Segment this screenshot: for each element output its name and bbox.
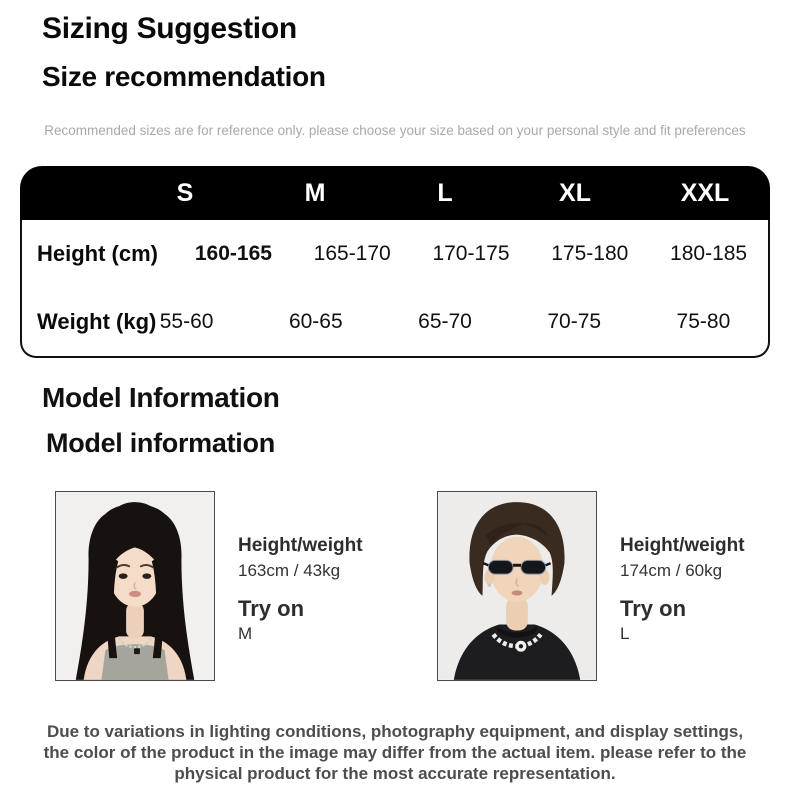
weight-value-xxl: 75-80 [676,310,731,333]
size-table-header-row [20,166,770,220]
male-model-illustration [438,492,596,680]
size-table [20,166,770,358]
size-note-text: Recommended sizes are for reference only. please choose your size based on your personal style and fit preferences [44,123,746,138]
male-model-info [597,491,745,681]
height-weight-label: Height/weight [238,535,363,556]
try-on-label: Try on [238,596,305,621]
female-model-info [215,491,363,681]
sizing-suggestion-title: Sizing Suggestion [42,12,297,45]
size-column-s: S [176,178,194,207]
height-weight-label: Height/weight [620,535,745,556]
size-table-body [20,220,770,358]
table-row-weight [22,288,768,356]
try-on-label: Try on [620,596,687,621]
female-model-card [55,491,395,681]
model-information-title: Model Information [42,382,280,413]
weight-value-s: 55-60 [159,310,214,333]
height-row-label: Height (cm) [37,241,158,266]
disclaimer-line-1: Due to variations in lighting conditions, photography equipment, and display settings, [46,722,744,741]
height-value-m: 165-170 [313,242,391,265]
male-model-card [437,491,777,681]
male-height-weight-value: 174cm / 60kg [620,561,723,580]
disclaimer-line-3: physical product for the most accurate representation. [174,764,616,783]
height-value-xxl: 180-185 [670,242,748,265]
female-model-photo [55,491,215,681]
male-try-on-size: L [620,624,630,643]
weight-value-xl: 70-75 [547,310,602,333]
female-height-weight-value: 163cm / 43kg [238,561,341,580]
height-value-l: 170-175 [432,242,510,265]
size-column-xl: XL [559,178,591,207]
model-cards-row [0,491,790,681]
height-value-s: 160-165 [194,242,272,265]
weight-value-m: 60-65 [288,310,343,333]
model-information-subtitle: Model information [46,428,275,458]
male-model-photo [437,491,597,681]
size-column-l: L [437,178,453,207]
table-row-height [22,220,768,288]
female-try-on-size: M [238,624,253,643]
height-value-xl: 175-180 [551,242,629,265]
size-column-m: M [304,178,326,207]
size-column-xxl: XXL [680,178,730,207]
size-recommendation-subtitle: Size recommendation [42,61,326,92]
disclaimer-line-2: the color of the product in the image may differ from the actual item. please refer to the [43,743,747,762]
weight-value-l: 65-70 [418,310,472,333]
weight-row-label: Weight (kg) [37,309,157,334]
female-model-illustration [56,492,214,680]
color-disclaimer-text [0,721,790,784]
